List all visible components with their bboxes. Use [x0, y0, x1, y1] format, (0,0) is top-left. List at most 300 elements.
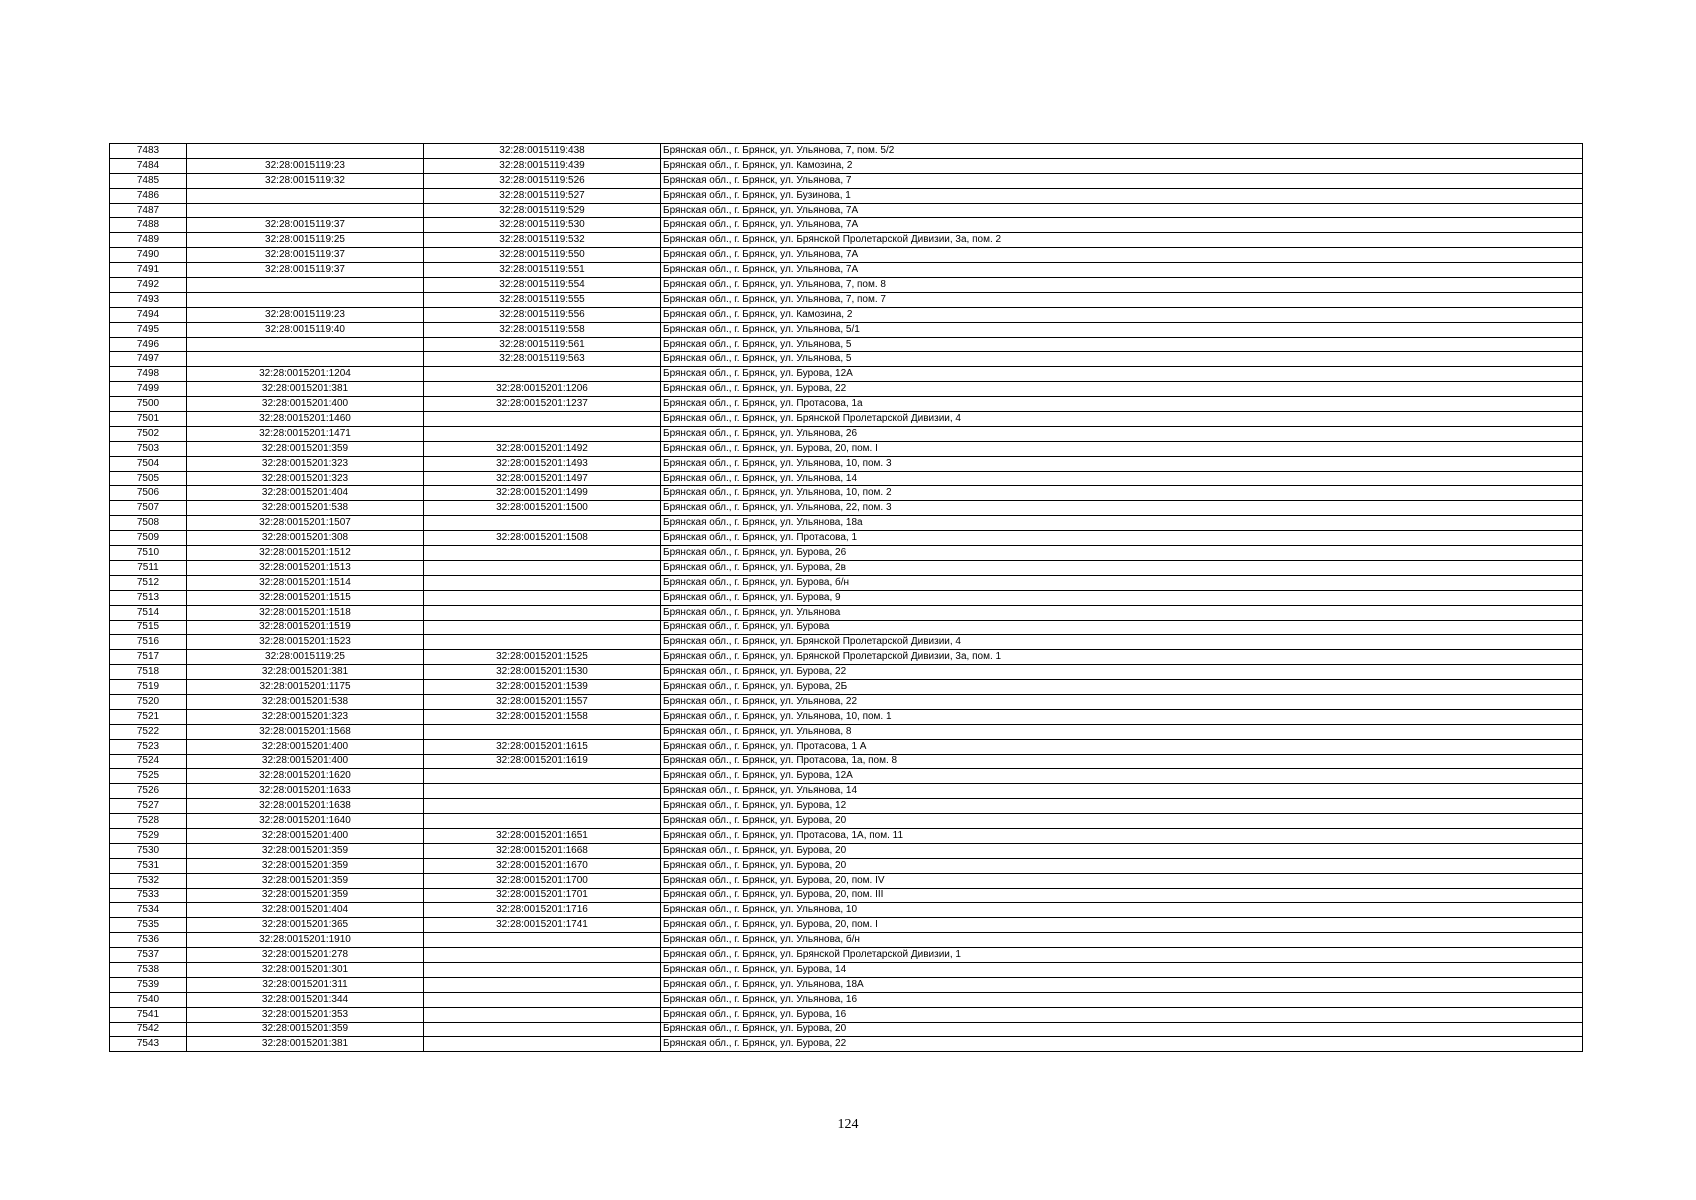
object-cadastral-cell: 32:28:0015201:1668	[424, 843, 661, 858]
table-row	[110, 173, 1583, 188]
table-row	[110, 546, 1583, 561]
row-number-cell: 7538	[110, 962, 187, 977]
address-cell: Брянская обл., г. Брянск, ул. Бурова, 22	[661, 665, 1583, 680]
object-cadastral-cell: 32:28:0015119:555	[424, 292, 661, 307]
object-cadastral-cell: 32:28:0015119:558	[424, 322, 661, 337]
object-cadastral-cell: 32:28:0015201:1700	[424, 873, 661, 888]
object-cadastral-cell	[424, 784, 661, 799]
row-number-cell: 7535	[110, 918, 187, 933]
row-number-cell: 7505	[110, 471, 187, 486]
table-row	[110, 188, 1583, 203]
address-cell: Брянская обл., г. Брянск, ул. Ульянова, 5	[661, 352, 1583, 367]
object-cadastral-cell	[424, 799, 661, 814]
address-cell: Брянская обл., г. Брянск, ул. Бурова, 26	[661, 546, 1583, 561]
object-cadastral-cell: 32:28:0015119:529	[424, 203, 661, 218]
object-cadastral-cell: 32:28:0015201:1716	[424, 903, 661, 918]
table-row	[110, 620, 1583, 635]
table-row	[110, 873, 1583, 888]
object-cadastral-cell	[424, 605, 661, 620]
object-cadastral-cell	[424, 367, 661, 382]
land-plot-cadastral-cell: 32:28:0015201:353	[187, 1007, 424, 1022]
land-plot-cadastral-cell: 32:28:0015201:1507	[187, 516, 424, 531]
row-number-cell: 7499	[110, 382, 187, 397]
table-row	[110, 814, 1583, 829]
land-plot-cadastral-cell: 32:28:0015201:323	[187, 709, 424, 724]
land-plot-cadastral-cell: 32:28:0015201:538	[187, 694, 424, 709]
land-plot-cadastral-cell: 32:28:0015119:23	[187, 158, 424, 173]
table-row	[110, 441, 1583, 456]
table-row	[110, 158, 1583, 173]
address-cell: Брянская обл., г. Брянск, ул. Бурова, 9	[661, 590, 1583, 605]
address-cell: Брянская обл., г. Брянск, ул. Ульянова, 18А	[661, 977, 1583, 992]
land-plot-cadastral-cell: 32:28:0015201:344	[187, 992, 424, 1007]
table-row	[110, 278, 1583, 293]
table-row	[110, 590, 1583, 605]
object-cadastral-cell: 32:28:0015201:1237	[424, 397, 661, 412]
address-cell: Брянская обл., г. Брянск, ул. Ульянова, 7А	[661, 218, 1583, 233]
address-cell: Брянская обл., г. Брянск, ул. Ульянова, 14	[661, 471, 1583, 486]
object-cadastral-cell	[424, 546, 661, 561]
table-body	[110, 144, 1583, 1052]
address-cell: Брянская обл., г. Брянск, ул. Протасова, 1А, пом. 11	[661, 828, 1583, 843]
object-cadastral-cell: 32:28:0015201:1558	[424, 709, 661, 724]
row-number-cell: 7503	[110, 441, 187, 456]
land-plot-cadastral-cell: 32:28:0015201:359	[187, 888, 424, 903]
table-row	[110, 307, 1583, 322]
address-cell: Брянская обл., г. Брянск, ул. Брянской Пролетарской Дивизии, 4	[661, 412, 1583, 427]
table-row	[110, 843, 1583, 858]
address-cell: Брянская обл., г. Брянск, ул. Бурова, 2Б	[661, 680, 1583, 695]
row-number-cell: 7483	[110, 144, 187, 159]
object-cadastral-cell: 32:28:0015201:1615	[424, 739, 661, 754]
land-plot-cadastral-cell	[187, 352, 424, 367]
object-cadastral-cell	[424, 977, 661, 992]
object-cadastral-cell	[424, 412, 661, 427]
land-plot-cadastral-cell: 32:28:0015201:1204	[187, 367, 424, 382]
address-cell: Брянская обл., г. Брянск, ул. Бурова, 12А	[661, 367, 1583, 382]
object-cadastral-cell: 32:28:0015201:1500	[424, 501, 661, 516]
row-number-cell: 7526	[110, 784, 187, 799]
land-plot-cadastral-cell: 32:28:0015201:359	[187, 858, 424, 873]
land-plot-cadastral-cell: 32:28:0015201:323	[187, 456, 424, 471]
object-cadastral-cell	[424, 948, 661, 963]
table-row	[110, 531, 1583, 546]
land-plot-cadastral-cell: 32:28:0015119:37	[187, 263, 424, 278]
object-cadastral-cell	[424, 933, 661, 948]
table-row	[110, 560, 1583, 575]
table-row	[110, 918, 1583, 933]
table-row	[110, 382, 1583, 397]
address-cell: Брянская обл., г. Брянск, ул. Ульянова, 7А	[661, 203, 1583, 218]
land-plot-cadastral-cell: 32:28:0015201:1638	[187, 799, 424, 814]
object-cadastral-cell	[424, 560, 661, 575]
address-cell: Брянская обл., г. Брянск, ул. Бурова, 20	[661, 814, 1583, 829]
row-number-cell: 7524	[110, 754, 187, 769]
object-cadastral-cell: 32:28:0015119:556	[424, 307, 661, 322]
row-number-cell: 7516	[110, 635, 187, 650]
row-number-cell: 7521	[110, 709, 187, 724]
row-number-cell: 7512	[110, 575, 187, 590]
row-number-cell: 7537	[110, 948, 187, 963]
land-plot-cadastral-cell: 32:28:0015201:1471	[187, 426, 424, 441]
object-cadastral-cell	[424, 590, 661, 605]
address-cell: Брянская обл., г. Брянск, ул. Ульянова, 18а	[661, 516, 1583, 531]
object-cadastral-cell	[424, 516, 661, 531]
row-number-cell: 7509	[110, 531, 187, 546]
table-row	[110, 218, 1583, 233]
land-plot-cadastral-cell: 32:28:0015201:278	[187, 948, 424, 963]
object-cadastral-cell: 32:28:0015201:1741	[424, 918, 661, 933]
row-number-cell: 7530	[110, 843, 187, 858]
object-cadastral-cell	[424, 620, 661, 635]
address-cell: Брянская обл., г. Брянск, ул. Бурова, 12А	[661, 769, 1583, 784]
table-row	[110, 828, 1583, 843]
table-row	[110, 650, 1583, 665]
row-number-cell: 7493	[110, 292, 187, 307]
address-cell: Брянская обл., г. Брянск, ул. Бурова, 20, пом. III	[661, 888, 1583, 903]
address-cell: Брянская обл., г. Брянск, ул. Ульянова, 7	[661, 173, 1583, 188]
address-cell: Брянская обл., г. Брянск, ул. Бурова, 20, пом. I	[661, 441, 1583, 456]
address-cell: Брянская обл., г. Брянск, ул. Бурова, 22	[661, 1037, 1583, 1052]
table-row	[110, 680, 1583, 695]
address-cell: Брянская обл., г. Брянск, ул. Ульянова, 7А	[661, 263, 1583, 278]
object-cadastral-cell	[424, 962, 661, 977]
address-cell: Брянская обл., г. Брянск, ул. Бурова, 16	[661, 1007, 1583, 1022]
row-number-cell: 7541	[110, 1007, 187, 1022]
table-row	[110, 605, 1583, 620]
row-number-cell: 7543	[110, 1037, 187, 1052]
table-row	[110, 352, 1583, 367]
land-plot-cadastral-cell: 32:28:0015201:1460	[187, 412, 424, 427]
cadastral-table	[109, 143, 1583, 1052]
land-plot-cadastral-cell: 32:28:0015201:359	[187, 1022, 424, 1037]
land-plot-cadastral-cell: 32:28:0015201:311	[187, 977, 424, 992]
address-cell: Брянская обл., г. Брянск, ул. Брянской Пролетарской Дивизии, 3а, пом. 1	[661, 650, 1583, 665]
table-row	[110, 456, 1583, 471]
address-cell: Брянская обл., г. Брянск, ул. Ульянова, 7, пом. 5/2	[661, 144, 1583, 159]
row-number-cell: 7517	[110, 650, 187, 665]
row-number-cell: 7513	[110, 590, 187, 605]
land-plot-cadastral-cell: 32:28:0015201:1518	[187, 605, 424, 620]
land-plot-cadastral-cell: 32:28:0015201:1910	[187, 933, 424, 948]
object-cadastral-cell: 32:28:0015201:1557	[424, 694, 661, 709]
table-row	[110, 992, 1583, 1007]
object-cadastral-cell	[424, 1022, 661, 1037]
object-cadastral-cell: 32:28:0015119:563	[424, 352, 661, 367]
row-number-cell: 7502	[110, 426, 187, 441]
object-cadastral-cell	[424, 1007, 661, 1022]
object-cadastral-cell: 32:28:0015201:1525	[424, 650, 661, 665]
row-number-cell: 7484	[110, 158, 187, 173]
table-row	[110, 977, 1583, 992]
table-row	[110, 903, 1583, 918]
land-plot-cadastral-cell: 32:28:0015201:404	[187, 486, 424, 501]
address-cell: Брянская обл., г. Брянск, ул. Ульянова	[661, 605, 1583, 620]
table-row	[110, 144, 1583, 159]
land-plot-cadastral-cell: 32:28:0015201:1515	[187, 590, 424, 605]
object-cadastral-cell: 32:28:0015201:1497	[424, 471, 661, 486]
row-number-cell: 7501	[110, 412, 187, 427]
land-plot-cadastral-cell: 32:28:0015201:1519	[187, 620, 424, 635]
object-cadastral-cell: 32:28:0015119:551	[424, 263, 661, 278]
land-plot-cadastral-cell: 32:28:0015119:23	[187, 307, 424, 322]
object-cadastral-cell	[424, 1037, 661, 1052]
table-row	[110, 694, 1583, 709]
table-row	[110, 337, 1583, 352]
land-plot-cadastral-cell: 32:28:0015201:1175	[187, 680, 424, 695]
address-cell: Брянская обл., г. Брянск, ул. Брянской Пролетарской Дивизии, 1	[661, 948, 1583, 963]
land-plot-cadastral-cell: 32:28:0015119:32	[187, 173, 424, 188]
address-cell: Брянская обл., г. Брянск, ул. Ульянова, 7А	[661, 248, 1583, 263]
table-row	[110, 412, 1583, 427]
row-number-cell: 7485	[110, 173, 187, 188]
land-plot-cadastral-cell: 32:28:0015201:400	[187, 739, 424, 754]
land-plot-cadastral-cell: 32:28:0015201:538	[187, 501, 424, 516]
land-plot-cadastral-cell: 32:28:0015119:25	[187, 650, 424, 665]
row-number-cell: 7514	[110, 605, 187, 620]
address-cell: Брянская обл., г. Брянск, ул. Ульянова, 7, пом. 8	[661, 278, 1583, 293]
row-number-cell: 7533	[110, 888, 187, 903]
object-cadastral-cell: 32:28:0015201:1651	[424, 828, 661, 843]
row-number-cell: 7519	[110, 680, 187, 695]
address-cell: Брянская обл., г. Брянск, ул. Протасова, 1	[661, 531, 1583, 546]
row-number-cell: 7500	[110, 397, 187, 412]
address-cell: Брянская обл., г. Брянск, ул. Ульянова, 14	[661, 784, 1583, 799]
object-cadastral-cell: 32:28:0015201:1206	[424, 382, 661, 397]
address-cell: Брянская обл., г. Брянск, ул. Бурова, 20	[661, 858, 1583, 873]
land-plot-cadastral-cell: 32:28:0015201:323	[187, 471, 424, 486]
row-number-cell: 7498	[110, 367, 187, 382]
land-plot-cadastral-cell: 32:28:0015119:40	[187, 322, 424, 337]
address-cell: Брянская обл., г. Брянск, ул. Бурова, 20, пом. I	[661, 918, 1583, 933]
address-cell: Брянская обл., г. Брянск, ул. Бузинова, 1	[661, 188, 1583, 203]
address-cell: Брянская обл., г. Брянск, ул. Ульянова, 10, пом. 1	[661, 709, 1583, 724]
address-cell: Брянская обл., г. Брянск, ул. Ульянова, 5/1	[661, 322, 1583, 337]
row-number-cell: 7523	[110, 739, 187, 754]
land-plot-cadastral-cell: 32:28:0015201:381	[187, 382, 424, 397]
object-cadastral-cell: 32:28:0015119:527	[424, 188, 661, 203]
object-cadastral-cell: 32:28:0015201:1499	[424, 486, 661, 501]
table-row	[110, 233, 1583, 248]
page-number: 124	[837, 1117, 859, 1132]
row-number-cell: 7540	[110, 992, 187, 1007]
land-plot-cadastral-cell: 32:28:0015201:1640	[187, 814, 424, 829]
object-cadastral-cell: 32:28:0015119:526	[424, 173, 661, 188]
table-row	[110, 665, 1583, 680]
row-number-cell: 7487	[110, 203, 187, 218]
object-cadastral-cell: 32:28:0015201:1701	[424, 888, 661, 903]
table-row	[110, 575, 1583, 590]
address-cell: Брянская обл., г. Брянск, ул. Брянской Пролетарской Дивизии, 3а, пом. 2	[661, 233, 1583, 248]
address-cell: Брянская обл., г. Брянск, ул. Бурова, 20	[661, 1022, 1583, 1037]
object-cadastral-cell	[424, 992, 661, 1007]
object-cadastral-cell	[424, 635, 661, 650]
land-plot-cadastral-cell: 32:28:0015201:1513	[187, 560, 424, 575]
object-cadastral-cell: 32:28:0015119:530	[424, 218, 661, 233]
table-row	[110, 322, 1583, 337]
land-plot-cadastral-cell	[187, 337, 424, 352]
address-cell: Брянская обл., г. Брянск, ул. Бурова, 2в	[661, 560, 1583, 575]
object-cadastral-cell: 32:28:0015201:1508	[424, 531, 661, 546]
land-plot-cadastral-cell: 32:28:0015201:400	[187, 754, 424, 769]
object-cadastral-cell: 32:28:0015201:1670	[424, 858, 661, 873]
address-cell: Брянская обл., г. Брянск, ул. Протасова, 1а	[661, 397, 1583, 412]
table-row	[110, 397, 1583, 412]
object-cadastral-cell: 32:28:0015201:1493	[424, 456, 661, 471]
object-cadastral-cell: 32:28:0015201:1530	[424, 665, 661, 680]
land-plot-cadastral-cell: 32:28:0015201:1514	[187, 575, 424, 590]
table-row	[110, 739, 1583, 754]
object-cadastral-cell: 32:28:0015119:438	[424, 144, 661, 159]
row-number-cell: 7522	[110, 724, 187, 739]
land-plot-cadastral-cell	[187, 278, 424, 293]
object-cadastral-cell: 32:28:0015201:1619	[424, 754, 661, 769]
table-row	[110, 858, 1583, 873]
address-cell: Брянская обл., г. Брянск, ул. Ульянова, 10, пом. 2	[661, 486, 1583, 501]
address-cell: Брянская обл., г. Брянск, ул. Протасова, 1а, пом. 8	[661, 754, 1583, 769]
object-cadastral-cell: 32:28:0015119:532	[424, 233, 661, 248]
table-row	[110, 292, 1583, 307]
row-number-cell: 7486	[110, 188, 187, 203]
row-number-cell: 7527	[110, 799, 187, 814]
table-row	[110, 709, 1583, 724]
table-row	[110, 203, 1583, 218]
row-number-cell: 7506	[110, 486, 187, 501]
object-cadastral-cell: 32:28:0015119:550	[424, 248, 661, 263]
row-number-cell: 7525	[110, 769, 187, 784]
land-plot-cadastral-cell	[187, 203, 424, 218]
address-cell: Брянская обл., г. Брянск, ул. Ульянова, б/н	[661, 933, 1583, 948]
row-number-cell: 7508	[110, 516, 187, 531]
row-number-cell: 7536	[110, 933, 187, 948]
table-row	[110, 501, 1583, 516]
table-row	[110, 888, 1583, 903]
row-number-cell: 7520	[110, 694, 187, 709]
row-number-cell: 7511	[110, 560, 187, 575]
address-cell: Брянская обл., г. Брянск, ул. Бурова, 14	[661, 962, 1583, 977]
land-plot-cadastral-cell: 32:28:0015201:308	[187, 531, 424, 546]
table-row	[110, 799, 1583, 814]
row-number-cell: 7507	[110, 501, 187, 516]
address-cell: Брянская обл., г. Брянск, ул. Ульянова, 7, пом. 7	[661, 292, 1583, 307]
row-number-cell: 7542	[110, 1022, 187, 1037]
row-number-cell: 7529	[110, 828, 187, 843]
table-row	[110, 933, 1583, 948]
table-row	[110, 784, 1583, 799]
row-number-cell: 7518	[110, 665, 187, 680]
land-plot-cadastral-cell: 32:28:0015201:400	[187, 397, 424, 412]
object-cadastral-cell	[424, 724, 661, 739]
table-row	[110, 516, 1583, 531]
land-plot-cadastral-cell: 32:28:0015201:404	[187, 903, 424, 918]
row-number-cell: 7531	[110, 858, 187, 873]
row-number-cell: 7489	[110, 233, 187, 248]
table-row	[110, 248, 1583, 263]
object-cadastral-cell	[424, 814, 661, 829]
row-number-cell: 7515	[110, 620, 187, 635]
table-row	[110, 367, 1583, 382]
address-cell: Брянская обл., г. Брянск, ул. Ульянова, 22	[661, 694, 1583, 709]
row-number-cell: 7495	[110, 322, 187, 337]
table-row	[110, 1037, 1583, 1052]
land-plot-cadastral-cell: 32:28:0015201:400	[187, 828, 424, 843]
table-row	[110, 948, 1583, 963]
row-number-cell: 7496	[110, 337, 187, 352]
land-plot-cadastral-cell: 32:28:0015201:1620	[187, 769, 424, 784]
land-plot-cadastral-cell	[187, 188, 424, 203]
land-plot-cadastral-cell: 32:28:0015201:1512	[187, 546, 424, 561]
object-cadastral-cell: 32:28:0015201:1492	[424, 441, 661, 456]
address-cell: Брянская обл., г. Брянск, ул. Бурова, 20, пом. IV	[661, 873, 1583, 888]
land-plot-cadastral-cell: 32:28:0015201:381	[187, 665, 424, 680]
row-number-cell: 7504	[110, 456, 187, 471]
address-cell: Брянская обл., г. Брянск, ул. Бурова, 12	[661, 799, 1583, 814]
table-row	[110, 754, 1583, 769]
row-number-cell: 7497	[110, 352, 187, 367]
land-plot-cadastral-cell: 32:28:0015119:37	[187, 218, 424, 233]
row-number-cell: 7539	[110, 977, 187, 992]
object-cadastral-cell: 32:28:0015119:554	[424, 278, 661, 293]
land-plot-cadastral-cell: 32:28:0015201:365	[187, 918, 424, 933]
table-row	[110, 1007, 1583, 1022]
table-row	[110, 263, 1583, 278]
row-number-cell: 7532	[110, 873, 187, 888]
address-cell: Брянская обл., г. Брянск, ул. Ульянова, 22, пом. 3	[661, 501, 1583, 516]
address-cell: Брянская обл., г. Брянск, ул. Ульянова, 26	[661, 426, 1583, 441]
table-row	[110, 769, 1583, 784]
land-plot-cadastral-cell: 32:28:0015201:1523	[187, 635, 424, 650]
address-cell: Брянская обл., г. Брянск, ул. Протасова, 1 А	[661, 739, 1583, 754]
address-cell: Брянская обл., г. Брянск, ул. Бурова, б/н	[661, 575, 1583, 590]
row-number-cell: 7534	[110, 903, 187, 918]
row-number-cell: 7492	[110, 278, 187, 293]
object-cadastral-cell	[424, 769, 661, 784]
address-cell: Брянская обл., г. Брянск, ул. Бурова	[661, 620, 1583, 635]
table-row	[110, 724, 1583, 739]
table-row	[110, 1022, 1583, 1037]
table-row	[110, 486, 1583, 501]
row-number-cell: 7494	[110, 307, 187, 322]
land-plot-cadastral-cell: 32:28:0015201:301	[187, 962, 424, 977]
row-number-cell: 7490	[110, 248, 187, 263]
land-plot-cadastral-cell	[187, 292, 424, 307]
land-plot-cadastral-cell: 32:28:0015119:25	[187, 233, 424, 248]
land-plot-cadastral-cell	[187, 144, 424, 159]
land-plot-cadastral-cell: 32:28:0015201:359	[187, 843, 424, 858]
object-cadastral-cell	[424, 575, 661, 590]
address-cell: Брянская обл., г. Брянск, ул. Бурова, 22	[661, 382, 1583, 397]
address-cell: Брянская обл., г. Брянск, ул. Ульянова, 5	[661, 337, 1583, 352]
table-row	[110, 635, 1583, 650]
table-row	[110, 471, 1583, 486]
land-plot-cadastral-cell: 32:28:0015201:359	[187, 873, 424, 888]
object-cadastral-cell	[424, 426, 661, 441]
row-number-cell: 7488	[110, 218, 187, 233]
address-cell: Брянская обл., г. Брянск, ул. Ульянова, 8	[661, 724, 1583, 739]
address-cell: Брянская обл., г. Брянск, ул. Ульянова, 16	[661, 992, 1583, 1007]
row-number-cell: 7491	[110, 263, 187, 278]
land-plot-cadastral-cell: 32:28:0015119:37	[187, 248, 424, 263]
address-cell: Брянская обл., г. Брянск, ул. Камозина, 2	[661, 158, 1583, 173]
address-cell: Брянская обл., г. Брянск, ул. Брянской Пролетарской Дивизии, 4	[661, 635, 1583, 650]
row-number-cell: 7510	[110, 546, 187, 561]
object-cadastral-cell: 32:28:0015201:1539	[424, 680, 661, 695]
table-row	[110, 962, 1583, 977]
address-cell: Брянская обл., г. Брянск, ул. Камозина, 2	[661, 307, 1583, 322]
land-plot-cadastral-cell: 32:28:0015201:359	[187, 441, 424, 456]
object-cadastral-cell: 32:28:0015119:439	[424, 158, 661, 173]
table-row	[110, 426, 1583, 441]
